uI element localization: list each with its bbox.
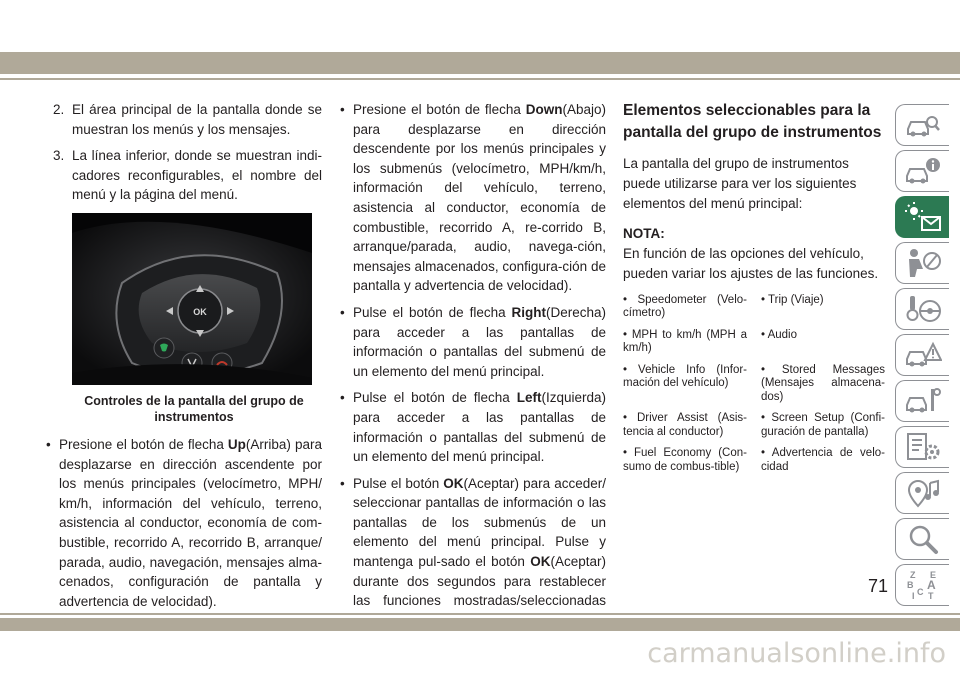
steering-wheel-illustration bbox=[72, 213, 312, 385]
header-band bbox=[0, 52, 960, 74]
warning-light-message-icon bbox=[904, 201, 942, 233]
ok-button-label: OK bbox=[193, 306, 207, 317]
photo-caption: Controles de la pantalla del grupo de instrumentos bbox=[84, 393, 304, 424]
menu-item: • Vehicle Info (Infor-mación del vehículo) bbox=[623, 363, 747, 390]
column-right bbox=[623, 100, 885, 474]
item-text: La línea inferior, donde se muestran indi-cadores reconfigurables, el nombre del menú y la página del menú. bbox=[72, 148, 322, 203]
bullet-pre: Pulse el botón de flecha bbox=[353, 304, 512, 320]
key-steering-wheel-icon bbox=[904, 293, 942, 325]
key-label: Down bbox=[525, 102, 563, 117]
steering-wheel-controls-photo bbox=[72, 213, 312, 385]
key-label: OK bbox=[530, 554, 551, 570]
list-item bbox=[340, 303, 606, 381]
list-item bbox=[46, 435, 322, 611]
menu-item: • Advertencia de velo-cidad bbox=[761, 447, 885, 473]
note-text: En función de las opciones del vehículo, pueden variar los ajustes de las funciones. bbox=[623, 245, 879, 281]
index-letter: T bbox=[927, 591, 933, 601]
key-label: Left bbox=[516, 390, 542, 406]
list-item bbox=[46, 100, 322, 139]
bullet: • bbox=[340, 475, 345, 491]
bullet-post: (Aceptar) durante dos segundos para restablecer las funciones mostradas/seleccionadas bbox=[353, 554, 606, 609]
bullet-pre: Presione el botón de flecha bbox=[353, 102, 526, 117]
index-letter: I bbox=[911, 591, 915, 601]
index-letter: E bbox=[929, 570, 936, 580]
bullet-pre: Presione el botón de flecha bbox=[59, 436, 228, 452]
magnifier-icon bbox=[904, 523, 942, 555]
watermark-text: carmanualsonline.info bbox=[647, 638, 946, 669]
note-label: NOTA: bbox=[623, 226, 665, 241]
list-item bbox=[46, 146, 322, 205]
section-tabs bbox=[895, 104, 949, 610]
tab-safety[interactable] bbox=[895, 242, 949, 284]
alphabet-index-icon bbox=[904, 569, 942, 601]
bullet: • bbox=[340, 304, 345, 320]
column-middle bbox=[340, 100, 606, 637]
intro-paragraph: La pantalla del grupo de instrumentos puede utilizarse para ver los siguientes elementos del menú principal: bbox=[623, 156, 857, 211]
tab-multimedia[interactable] bbox=[895, 472, 949, 514]
menu-item: • Speedometer (Velo-címetro) bbox=[623, 293, 747, 320]
tab-starting-driving[interactable] bbox=[895, 288, 949, 330]
index-letter: Z bbox=[909, 570, 915, 580]
menu-item: • MPH to km/h (MPH a km/h) bbox=[623, 328, 747, 355]
menu-item: • Driver Assist (Asis-tencia al conductor) bbox=[623, 412, 747, 438]
bullet: • bbox=[340, 102, 345, 117]
tab-car-search[interactable] bbox=[895, 104, 949, 146]
footer-line bbox=[0, 613, 960, 615]
header-line bbox=[0, 78, 960, 80]
tab-specifications[interactable] bbox=[895, 426, 949, 468]
car-info-icon bbox=[904, 155, 942, 187]
index-letter: B bbox=[906, 580, 913, 590]
page-number: 71 bbox=[868, 576, 889, 596]
list-item bbox=[340, 100, 606, 296]
menu-item: • Audio bbox=[761, 328, 797, 341]
item-text: El área principal de la pantalla donde se muestran los menús y los mensajes. bbox=[72, 102, 322, 137]
airbag-person-icon bbox=[904, 247, 942, 279]
item-number: 2. bbox=[53, 102, 65, 117]
tab-car-info[interactable] bbox=[895, 150, 949, 192]
bullet: • bbox=[340, 390, 345, 406]
column-left bbox=[46, 100, 322, 618]
tab-index[interactable] bbox=[895, 564, 949, 606]
car-wrench-icon bbox=[904, 385, 942, 417]
key-label: Up bbox=[227, 436, 246, 452]
section-heading: Elementos seleccionables para la pantalla del grupo de instrumentos bbox=[623, 102, 882, 141]
menu-item: • Screen Setup (Confi-guración de pantalla) bbox=[761, 412, 885, 438]
index-letter: A bbox=[926, 578, 936, 592]
key-label: OK bbox=[443, 475, 464, 491]
bullet-post: (Derecha) para acceder a las pantallas de información o pantallas del submenú de un elemento del menú principal. bbox=[353, 304, 606, 379]
item-number: 3. bbox=[53, 148, 65, 164]
index-letter: C bbox=[916, 587, 923, 597]
bullet: • bbox=[46, 436, 51, 452]
menu-item: • Stored Messages (Mensajes almacena-dos) bbox=[761, 363, 885, 403]
header-bar bbox=[0, 0, 960, 75]
bullet-post: (Aceptar) para acceder/ seleccionar pantallas de información o las pantallas de los submenús de un elemento del menú principal. Pulse y mantenga pul-sado el botón bbox=[353, 475, 606, 570]
bullet-post: (Izquierda) para acceder a las pantallas de información o pantallas del submenú de un elemento del menú principal. bbox=[353, 390, 606, 465]
car-warning-icon bbox=[904, 339, 942, 371]
bullet-post: (Abajo) para desplazarse en dirección descendente por los menús principales y los submenús (velocímetro, MPH/km/h, información del vehículo, terreno, asistencia al conductor, economía de combustible, recorrido A, re-corrido B, arranque/parada, audio, navega-ción, mensajes almacenados, configura-ción de pantalla y advertencia de velocidad). bbox=[353, 102, 606, 294]
key-label: Right bbox=[511, 304, 546, 320]
tab-search[interactable] bbox=[895, 518, 949, 560]
menu-items-grid bbox=[623, 294, 885, 475]
menu-item: • Fuel Economy (Con-sumo de combus-tible) bbox=[623, 447, 747, 473]
bullet-post: (Arriba) para desplazarse en dirección ascendente por los menús principales (velocímetro, MPH/ km/h, información del vehículo, terreno, asistencia al conductor, economía de com-bustible, recorrido A, recorrido B, arranque/ parada, audio, navegación, mensajes alma-cenados, configuración de pantalla y advertencia de velocidad). bbox=[59, 436, 322, 609]
music-location-icon bbox=[904, 477, 942, 509]
footer-band bbox=[0, 618, 960, 631]
bullet-pre: Pulse el botón bbox=[353, 475, 444, 491]
document-gear-icon bbox=[904, 431, 942, 463]
tab-instrument-cluster[interactable] bbox=[895, 196, 949, 238]
tab-emergency[interactable] bbox=[895, 334, 949, 376]
list-item bbox=[340, 388, 606, 466]
bullet-pre: Pulse el botón de flecha bbox=[353, 390, 517, 406]
list-item bbox=[340, 474, 606, 631]
menu-item: • Trip (Viaje) bbox=[761, 293, 824, 306]
car-magnifier-icon bbox=[904, 109, 942, 141]
tab-maintenance[interactable] bbox=[895, 380, 949, 422]
